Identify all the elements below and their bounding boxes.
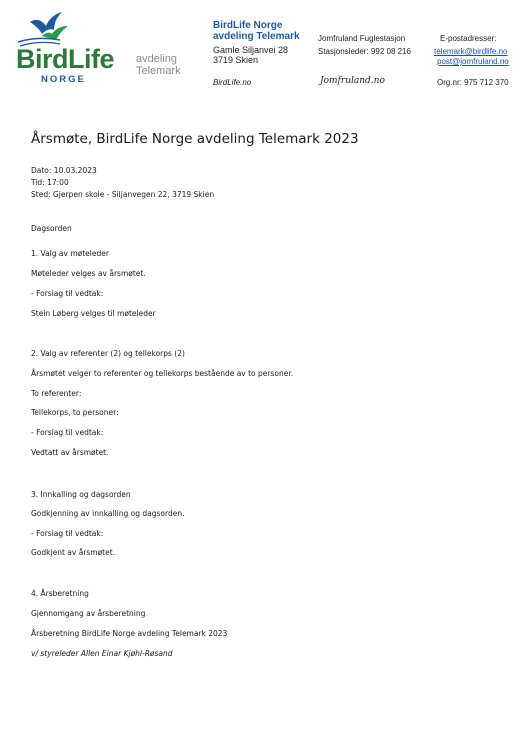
meeting-date: Dato: 10.03.2023 — [31, 166, 97, 175]
agenda-item-heading: 1. Valg av møteleder — [31, 249, 109, 258]
org-name-line-2: avdeling Telemark — [213, 31, 300, 42]
meeting-place: Sted: Gjerpen skole - Siljanvegen 22, 3719 Skien — [31, 190, 215, 199]
agenda-text: - Forslag til vedtak: — [31, 529, 104, 538]
agenda-item-heading: 4. Årsberetning — [31, 589, 89, 598]
station-leader: Stasjonsleder: 992 08 216 — [318, 47, 411, 56]
postal-address — [213, 45, 288, 65]
agenda-heading: Dagsorden — [31, 224, 72, 233]
email-link-telemark[interactable]: telemark@birdlife.no — [434, 47, 508, 56]
avdeling-label — [136, 53, 181, 77]
agenda-text: Møteleder velges av årsmøtet. — [31, 269, 146, 278]
address-line-1: Gamle Siljanvei 28 — [213, 45, 289, 55]
station-website: Jomfruland.no — [320, 76, 385, 86]
meeting-meta — [31, 165, 214, 201]
logo-subtitle: NORGE — [41, 74, 86, 85]
org-name-line-1: BirdLife Norge — [213, 20, 283, 31]
agenda-text: Årsberetning BirdLife Norge avdeling Telemark 2023 — [31, 629, 228, 638]
email-link-jomfruland[interactable]: post@jomfruland.no — [437, 57, 509, 66]
agenda-text: v/ styreleder Allen Einar Kjøhl-Røsand — [31, 649, 173, 658]
org-number: Org.nr: 975 712 370 — [437, 78, 509, 87]
agenda-text: - Forslag til vedtak: — [31, 289, 104, 298]
agenda-text: Årsmøtet velger to referenter og tellekorps bestående av to personer. — [31, 369, 294, 378]
organization-name — [213, 20, 300, 42]
agenda-text: Godkjent av årsmøtet. — [31, 548, 116, 557]
agenda-item-heading: 3. Innkalling og dagsorden — [31, 490, 131, 499]
agenda-text: To referenter: — [31, 389, 82, 398]
avdeling-line-2: Telemark — [136, 65, 181, 77]
meeting-time: Tid: 17:00 — [31, 178, 69, 187]
address-line-2: 3719 Skien — [213, 55, 259, 65]
agenda-text: Vedtatt av årsmøtet. — [31, 448, 109, 457]
agenda-text: Stein Løberg velges til møteleder — [31, 309, 156, 318]
email-label: E-postadresser: — [440, 34, 497, 43]
agenda-text: Tellekorps, to personer: — [31, 408, 119, 417]
logo-wordmark: BirdLife — [16, 44, 115, 74]
agenda-item-heading: 2. Valg av referenter (2) og tellekorps (2) — [31, 349, 185, 358]
website-text: BirdLife.no — [213, 78, 252, 87]
avdeling-line-1: avdeling — [136, 53, 177, 65]
agenda-text: Gjennomgang av årsberetning — [31, 609, 146, 618]
agenda-text: Godkjenning av innkalling og dagsorden. — [31, 509, 185, 518]
agenda-text: - Forslag til vedtak: — [31, 428, 104, 437]
station-name: Jomfruland Fuglestasjon — [318, 34, 406, 43]
document-title: Årsmøte, BirdLife Norge avdeling Telemark 2023 — [31, 131, 359, 147]
